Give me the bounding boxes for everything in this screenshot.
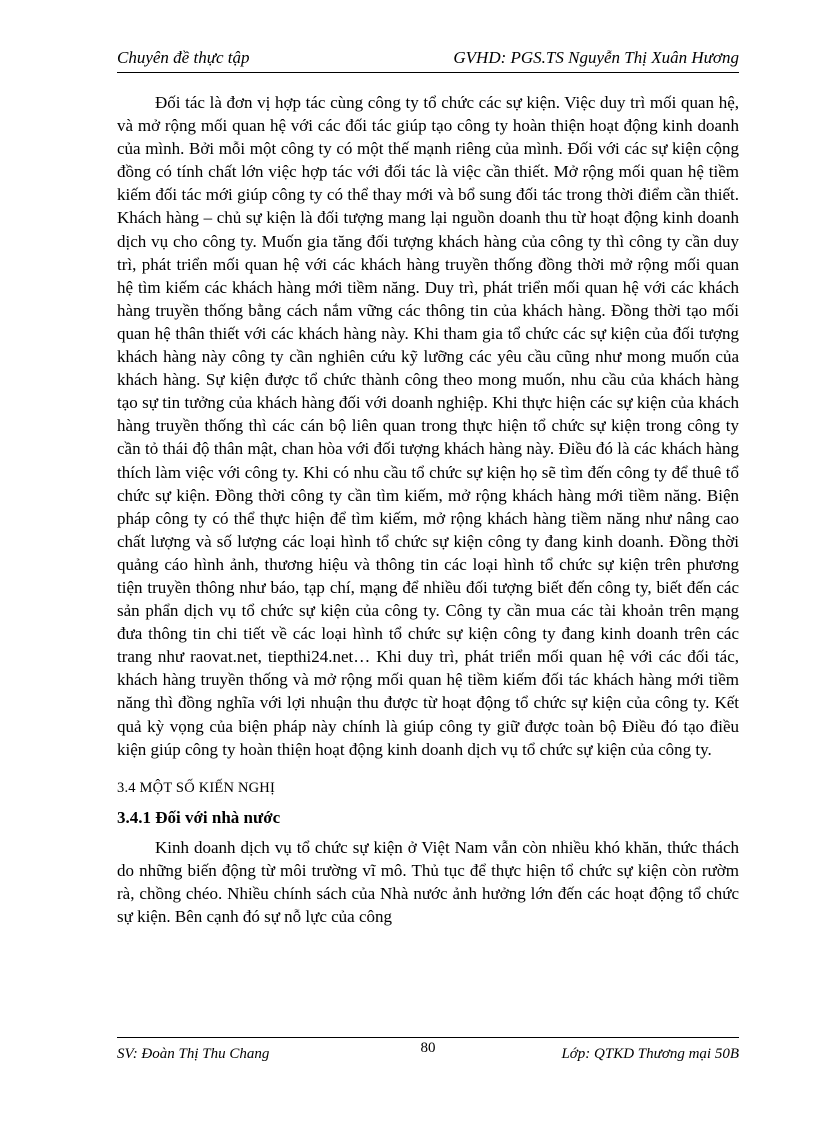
header-course-title: Chuyên đề thực tập	[117, 48, 250, 67]
page-header	[117, 44, 739, 73]
footer-student-name: SV: Đoàn Thị Thu Chang	[117, 1046, 270, 1062]
page-body	[117, 91, 739, 928]
subsection-heading: 3.4.1 Đối với nhà nước	[117, 807, 281, 827]
page-number: 80	[420, 1040, 436, 1056]
body-paragraph: Đối tác là đơn vị hợp tác cùng công ty tổ chức các sự kiện. Việc duy trì mối quan hệ, và mở rộng mối quan hệ với các đối tác giúp tạo công ty hoàn thiện hoạt động kinh doanh của mình. Bởi mỗi một công ty có một thế mạnh riêng của mình. Đối với các sự kiện cộng đồng có tính chất lớn việc hợp tác với đối tác là việc cần thiết. Mở rộng mối quan hệ tiềm kiếm đối tác mới giúp công ty có thể thay mới và bổ sung đối tác trong thời điểm cần thiết. Khách hàng – chủ sự kiện là đối tượng mang lại nguồn doanh thu từ hoạt động kinh doanh dịch vụ cho công ty. Muốn gia tăng đối tượng khách hàng của công ty thì công ty cần duy trì, phát triển mối quan hệ với các khách hàng truyền thống đồng thời mở rộng mối quan hệ tìm kiếm các khách hàng mới tiềm năng. Duy trì, phát triển mối quan hệ với các khách hàng truyền thống bằng cách nắm vững các thông tin của khách hàng. Đồng thời tạo mối quan hệ thân thiết với các khách hàng này. Khi tham gia tổ chức các sự kiện của đối tượng khách hàng này công ty cần nghiên cứu kỹ lưỡng các yêu cầu cũng như mong muốn của khách hàng. Sự kiện được tổ chức thành công theo mong muốn, nhu cầu của khách hàng tạo sự tin tưởng của khách hàng đối với doanh nghiệp. Khi thực hiện các sự kiện của khách hàng truyền thống thì các cán bộ liên quan trong thực hiện tổ chức sự kiện trong công ty cần tỏ thái độ thân mật, chan hòa với đối tượng khách hàng này. Điều đó là các khách hàng thích làm việc với công ty. Khi có nhu cầu tổ chức sự kiện họ sẽ tìm đến công ty để thuê tổ chức sự kiện. Đồng thời công ty cần tìm kiếm, mở rộng khách hàng mới tiềm năng. Biện pháp công ty có thể thực hiện để tìm kiếm, mở rộng khách hàng tiềm năng như nâng cao chất lượng và số lượng các loại hình tổ chức sự kiện công ty đang kinh doanh. Đồng thời quảng cáo hình ảnh, thương hiệu và thông tin các loại hình tổ chức sự kiện trên phương tiện truyền thông như báo, tạp chí, mạng để nhiều đối tượng biết đến công ty, biết đến các sản phẩn dịch vụ tổ chức sự kiện của công ty. Công ty cần mua các tài khoản trên mạng đưa thông tin chi tiết về các loại hình tổ chức sự kiện công ty đang kinh doanh trên các trang như raovat.net, tiepthi24.net… Khi duy trì, phát triển mối quan hệ với các đối tác, khách hàng truyền thống và mở rộng mối quan hệ tiềm kiếm đối tác khách hàng mới tiềm năng thì đồng nghĩa với lợi nhuận thu được từ hoạt động tổ chức sự kiện của công ty. Kết quả kỳ vọng của biện pháp này chính là giúp công ty giữ được toàn bộ Điều đó tạo điều kiện giúp công ty hoàn thiện hoạt động kinh doanh dịch vụ tổ chức sự kiện của công ty.	[117, 93, 739, 759]
body-paragraph: Kinh doanh dịch vụ tổ chức sự kiện ở Việt Nam vẫn còn nhiều khó khăn, thức thách do những biến động từ môi trường vĩ mô. Thủ tục để thực hiện tổ chức sự kiện còn rườm rà, chồng chéo. Nhiều chính sách của Nhà nước ảnh hưởng lớn đến các hoạt động tổ chức sự kiện. Bên cạnh đó sự nỗ lực của công	[117, 837, 739, 926]
page-footer	[117, 1037, 739, 1068]
section-heading: 3.4 MỘT SỐ KIẾN NGHỊ	[117, 779, 275, 796]
header-supervisor: GVHD: PGS.TS Nguyễn Thị Xuân Hương	[453, 48, 739, 67]
footer-class-name: Lớp: QTKD Thương mại 50B	[561, 1046, 739, 1062]
